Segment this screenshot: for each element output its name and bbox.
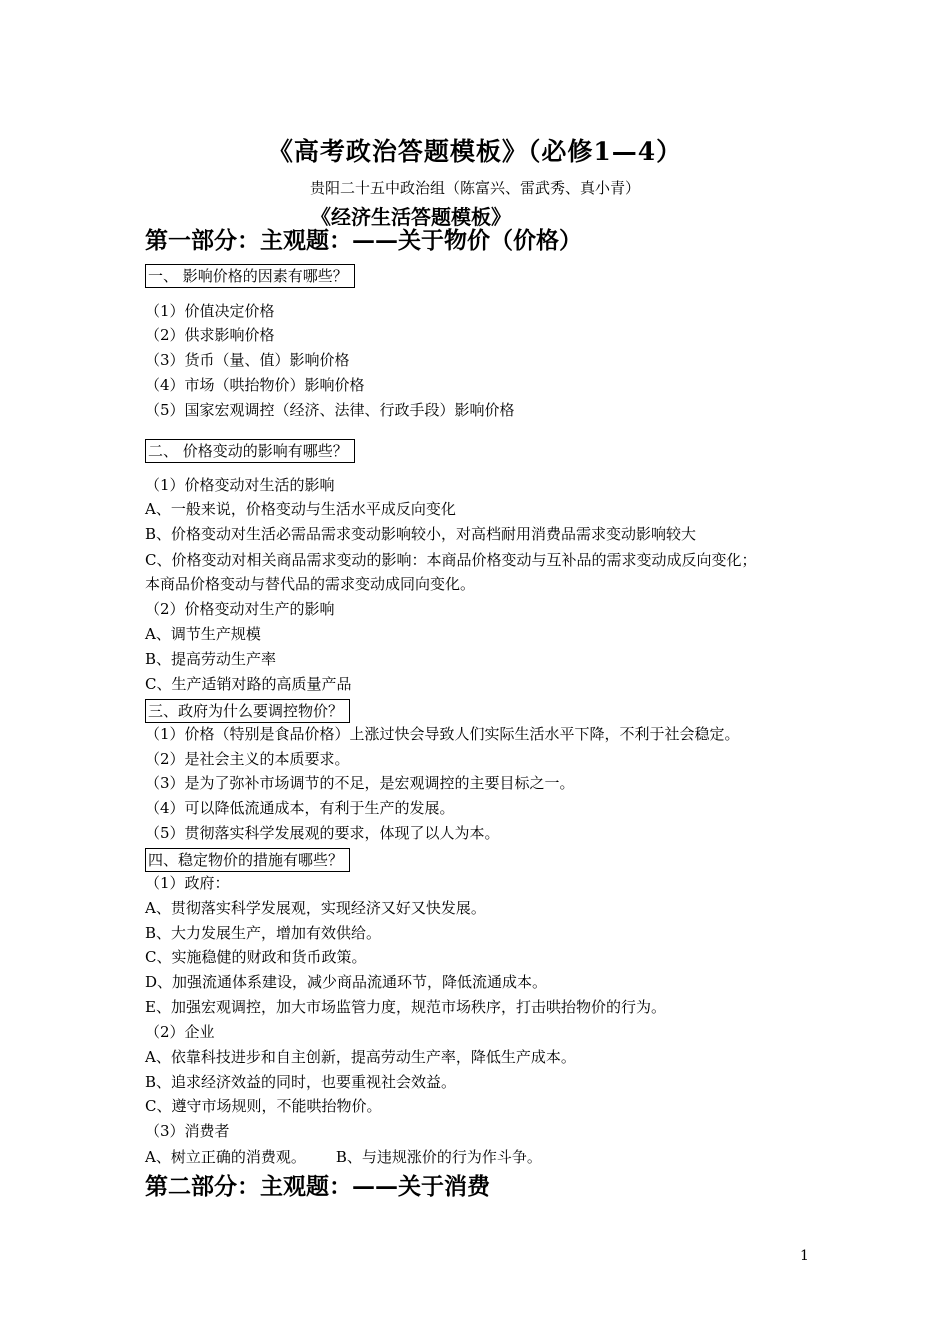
list-item: E、加强宏观调控，加大市场监管力度，规范市场秩序，打击哄抬物价的行为。 (145, 998, 666, 1016)
question-heading: 二、 价格变动的影响有哪些？ (145, 439, 355, 463)
consumer-item-b: B、与违规涨价的行为作斗争。 (335, 1148, 542, 1166)
question-heading: 一、 影响价格的因素有哪些？ (145, 264, 355, 288)
list-item: B、大力发展生产，增加有效供给。 (145, 924, 382, 942)
list-item: D、加强流通体系建设，减少商品流通环节，降低流通成本。 (145, 973, 548, 991)
list-item: A、贯彻落实科学发展观，实现经济又好又快发展。 (145, 899, 486, 917)
list-item: B、提高劳动生产率 (145, 650, 277, 668)
list-item: C、实施稳健的财政和货币政策。 (145, 948, 367, 966)
list-item: （2）价格变动对生产的影响 (145, 600, 335, 618)
part-two-heading: 第二部分：主观题：——关于消费 (145, 1173, 490, 1200)
question-heading: 四、稳定物价的措施有哪些？ (145, 848, 350, 872)
list-item: A、依靠科技进步和自主创新，提高劳动生产率，降低生产成本。 (145, 1048, 576, 1066)
list-item: A、调节生产规模 (145, 625, 261, 643)
list-item: （3）货币（量、值）影响价格 (145, 351, 350, 369)
list-item: A、一般来说，价格变动与生活水平成反向变化 (145, 500, 456, 518)
authors-line: 贵阳二十五中政治组（陈富兴、雷武秀、真小青） (309, 179, 640, 197)
list-item: （3）消费者 (145, 1122, 230, 1140)
list-item: （1）价值决定价格 (145, 302, 275, 320)
list-item: C、遵守市场规则，不能哄抬物价。 (145, 1097, 382, 1115)
list-item: （5）国家宏观调控（经济、法律、行政手段）影响价格 (145, 401, 515, 419)
list-item: 本商品价格变动与替代品的需求变动成同向变化。 (145, 575, 476, 593)
list-item: （1）价格变动对生活的影响 (145, 476, 335, 494)
document-title: 《高考政治答题模板》（必修1—4） (267, 137, 683, 166)
list-item: （4）可以降低流通成本，有利于生产的发展。 (145, 799, 455, 817)
list-item: B、追求经济效益的同时，也要重视社会效益。 (145, 1073, 457, 1091)
list-item (145, 1146, 542, 1168)
list-item: C、生产适销对路的高质量产品 (145, 675, 352, 693)
list-item: B、价格变动对生活必需品需求变动影响较小，对高档耐用消费品需求变动影响较大 (145, 525, 697, 543)
list-item: （5）贯彻落实科学发展观的要求，体现了以人为本。 (145, 824, 500, 842)
list-item: （1）政府： (145, 874, 230, 892)
list-item: （2）供求影响价格 (145, 326, 275, 344)
list-item: （4）市场（哄抬物价）影响价格 (145, 376, 365, 394)
part-one-heading: 第一部分：主观题：——关于物价（价格） (145, 227, 582, 254)
list-item: C、价格变动对相关商品需求变动的影响：本商品价格变动与互补品的需求变动成反向变化； (145, 551, 757, 569)
section-subtitle: 《经济生活答题模板》 (311, 205, 511, 229)
list-item: （1）价格（特别是食品价格）上涨过快会导致人们实际生活水平下降，不利于社会稳定。 (145, 725, 740, 743)
list-item: （2）企业 (145, 1023, 215, 1041)
list-item: （3）是为了弥补市场调节的不足，是宏观调控的主要目标之一。 (145, 774, 575, 792)
question-heading: 三、政府为什么要调控物价？ (145, 699, 350, 723)
list-item: （2）是社会主义的本质要求。 (145, 750, 350, 768)
consumer-item-a: A、树立正确的消费观。 (145, 1148, 306, 1166)
page-number: 1 (800, 1248, 809, 1264)
